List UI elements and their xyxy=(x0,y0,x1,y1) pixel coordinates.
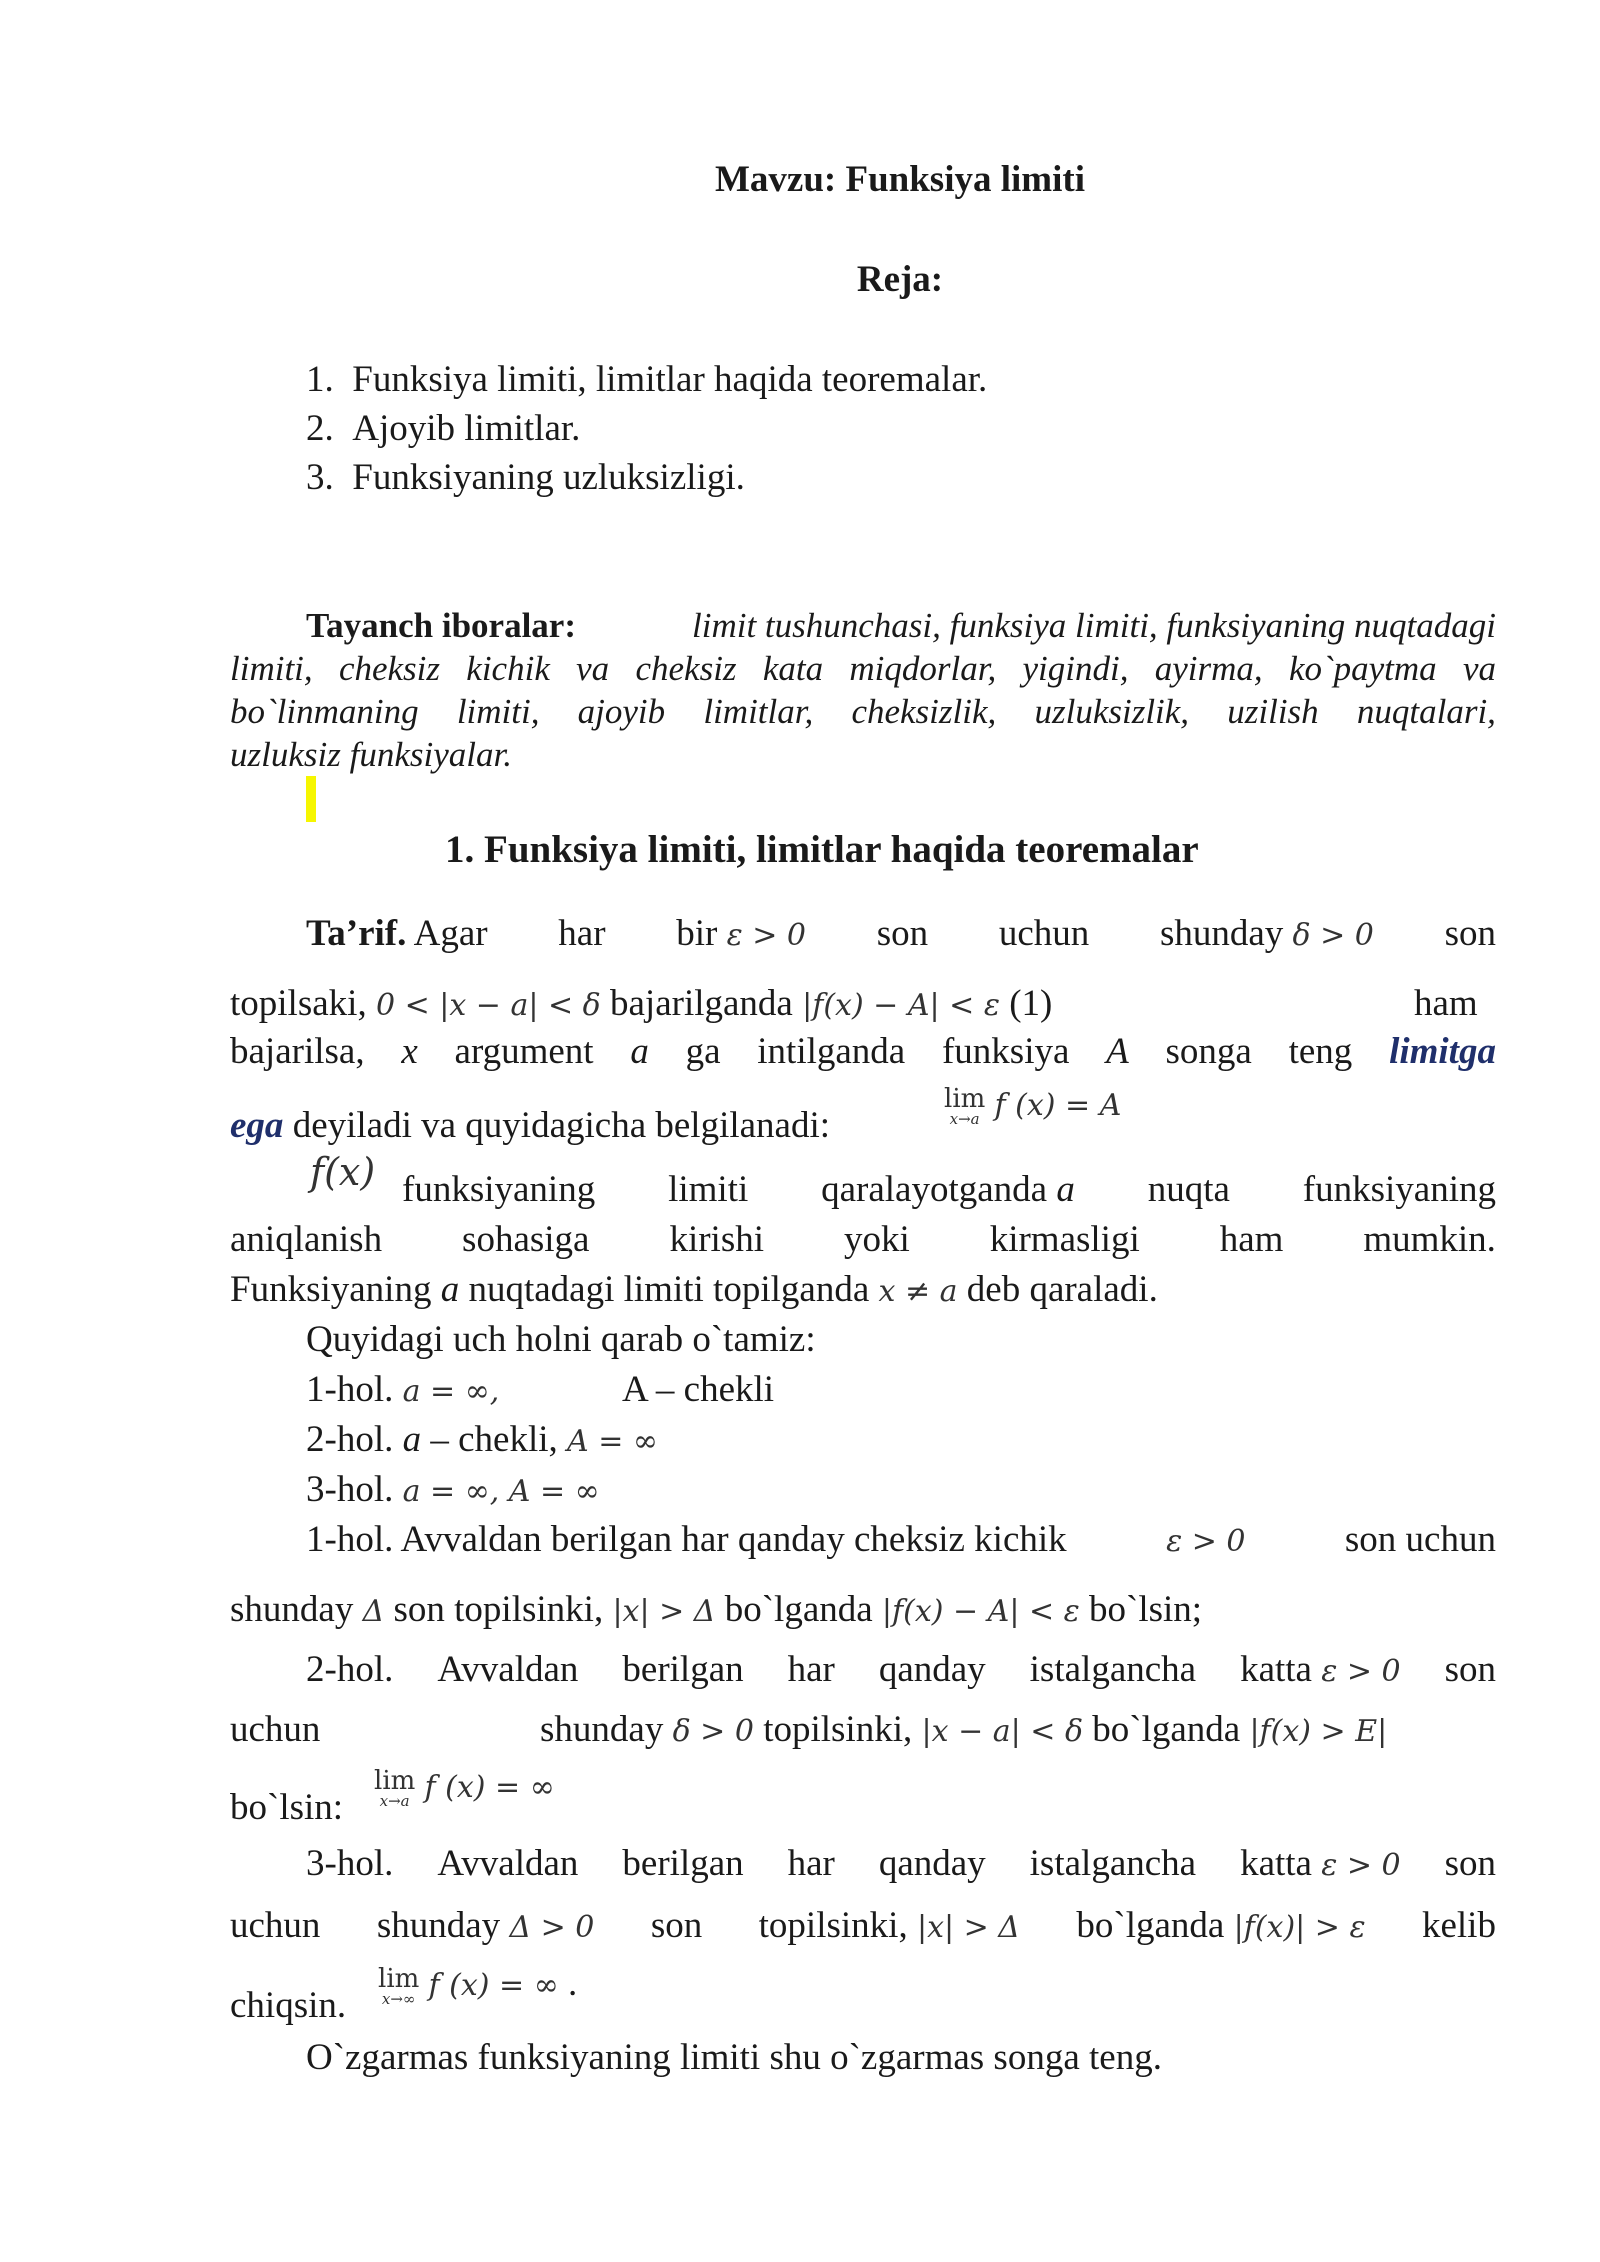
case3-line-2: uchun shunday Δ > 0 son topilsinki, |x| > Δ bo`lganda |f(x)| > ε kelib xyxy=(230,1905,1496,1946)
formula-delta-pos: δ > 0 xyxy=(1292,918,1374,953)
case2-line-2b: shunday δ > 0 topilsinki, |x − a| < δ bo`lganda |f(x) > E| xyxy=(540,1709,1388,1750)
case2-line-3: bo`lsin: xyxy=(230,1787,344,1828)
keywords-text: limit tushunchasi, funksiya limiti, funksiyaning nuqtadagi xyxy=(692,606,1496,645)
formula-lim-x-to-a-inf: lim x→a f (x) = ∞ xyxy=(374,1766,555,1811)
plan-title: Reja: xyxy=(856,259,944,300)
keywords-line-3: bo`linmaning limiti, ajoyib limitlar, cheksizlik, uzluksizlik, uzilish nuqtalari, xyxy=(230,692,1496,731)
case1-line-2: shunday Δ son topilsinki, |x| > Δ bo`lganda |f(x) − A| < ε bo`lsin; xyxy=(230,1589,1203,1630)
definition-lead: Ta’rif. xyxy=(306,913,407,954)
para2-line-2: aniqlanish sohasiga kirishi yoki kirmasligi ham mumkin. xyxy=(230,1219,1496,1260)
plan-item-3: 3. Funksiyaning uzluksizligi. xyxy=(306,457,745,498)
case-1-short: 1-hol. a = ∞, xyxy=(306,1369,500,1410)
para2-line-3: Funksiyaning a nuqtadagi limiti topilganda x ≠ a deb qaraladi. xyxy=(230,1269,1158,1310)
plan-number: 3. xyxy=(306,457,353,498)
formula-fx: f(x) xyxy=(310,1150,376,1194)
formula-lim-x-to-inf: lim x→∞ f (x) = ∞ . xyxy=(378,1963,578,2009)
closing-sentence: O`zgarmas funksiyaning limiti shu o`zgarmas songa teng. xyxy=(306,2037,1162,2078)
case2-line-2a: uchun xyxy=(230,1709,321,1750)
section-title: 1. Funksiya limiti, limitlar haqida teoremalar xyxy=(445,828,1199,871)
case-3-short: 3-hol. a = ∞, A = ∞ xyxy=(306,1469,600,1510)
case3-line-3: chiqsin. xyxy=(230,1985,347,2026)
case3-line-1: 3-hol. Avvaldan berilgan har qanday istalgancha katta ε > 0 son xyxy=(306,1843,1496,1884)
definition-line-1: Ta’rif. Agar har bir ε > 0 son uchun shunday δ > 0 son xyxy=(306,913,1496,954)
formula-x-neq-a: x ≠ a xyxy=(878,1274,958,1309)
definition-line-2a: topilsaki, 0 < |x − a| < δ bajarilganda |f(x) − A| < ε (1) xyxy=(230,983,1053,1024)
plan-item-1: 1. Funksiya limiti, limitlar haqida teoremalar. xyxy=(306,359,988,400)
formula-f-minus-A: |f(x) − A| < ε xyxy=(802,988,1000,1023)
case2-line-1: 2-hol. Avvaldan berilgan har qanday istalgancha katta ε > 0 son xyxy=(306,1649,1496,1690)
formula-lim-f-eq-A: lim x→a f (x) = A xyxy=(944,1084,1122,1129)
keywords-line-2: limiti, cheksiz kichik va cheksiz kata miqdorlar, yigindi, ayirma, ko`paytma va xyxy=(230,649,1496,688)
definition-line-4: ega deyiladi va quyidagicha belgilanadi: xyxy=(230,1105,831,1146)
definition-line-3: bajarilsa, x argument a ga intilganda funksiya A songa teng limitga xyxy=(230,1031,1496,1072)
text-highlight-marker xyxy=(306,776,316,822)
para2-line-1: funksiyaning limiti qaralayotganda a nuqta funksiyaning xyxy=(402,1169,1496,1210)
plan-number: 2. xyxy=(306,408,353,449)
definition-line-2b: ham xyxy=(1414,983,1478,1024)
plan-item-2: 2. Ajoyib limitlar. xyxy=(306,408,581,449)
case1-line-1: 1-hol. Avvaldan berilgan har qanday cheksiz kichik ε > 0 son uchun xyxy=(306,1519,1496,1560)
plan-number: 1. xyxy=(306,359,353,400)
topic-title: Mavzu: Funksiya limiti xyxy=(714,159,1086,200)
formula-eps-pos: ε > 0 xyxy=(726,918,806,953)
case-2-short: 2-hol. a – chekli, A = ∞ xyxy=(306,1419,658,1460)
keywords-line-1 xyxy=(306,604,1496,648)
formula-x-minus-a-range: 0 < |x − a| < δ xyxy=(375,988,601,1023)
keywords-label: Tayanch iboralar: xyxy=(306,606,576,645)
cases-intro: Quyidagi uch holni qarab o`tamiz: xyxy=(306,1319,816,1360)
case-1-tail: A – chekli xyxy=(622,1369,775,1410)
keywords-line-4: uzluksiz funksiyalar. xyxy=(230,735,512,774)
